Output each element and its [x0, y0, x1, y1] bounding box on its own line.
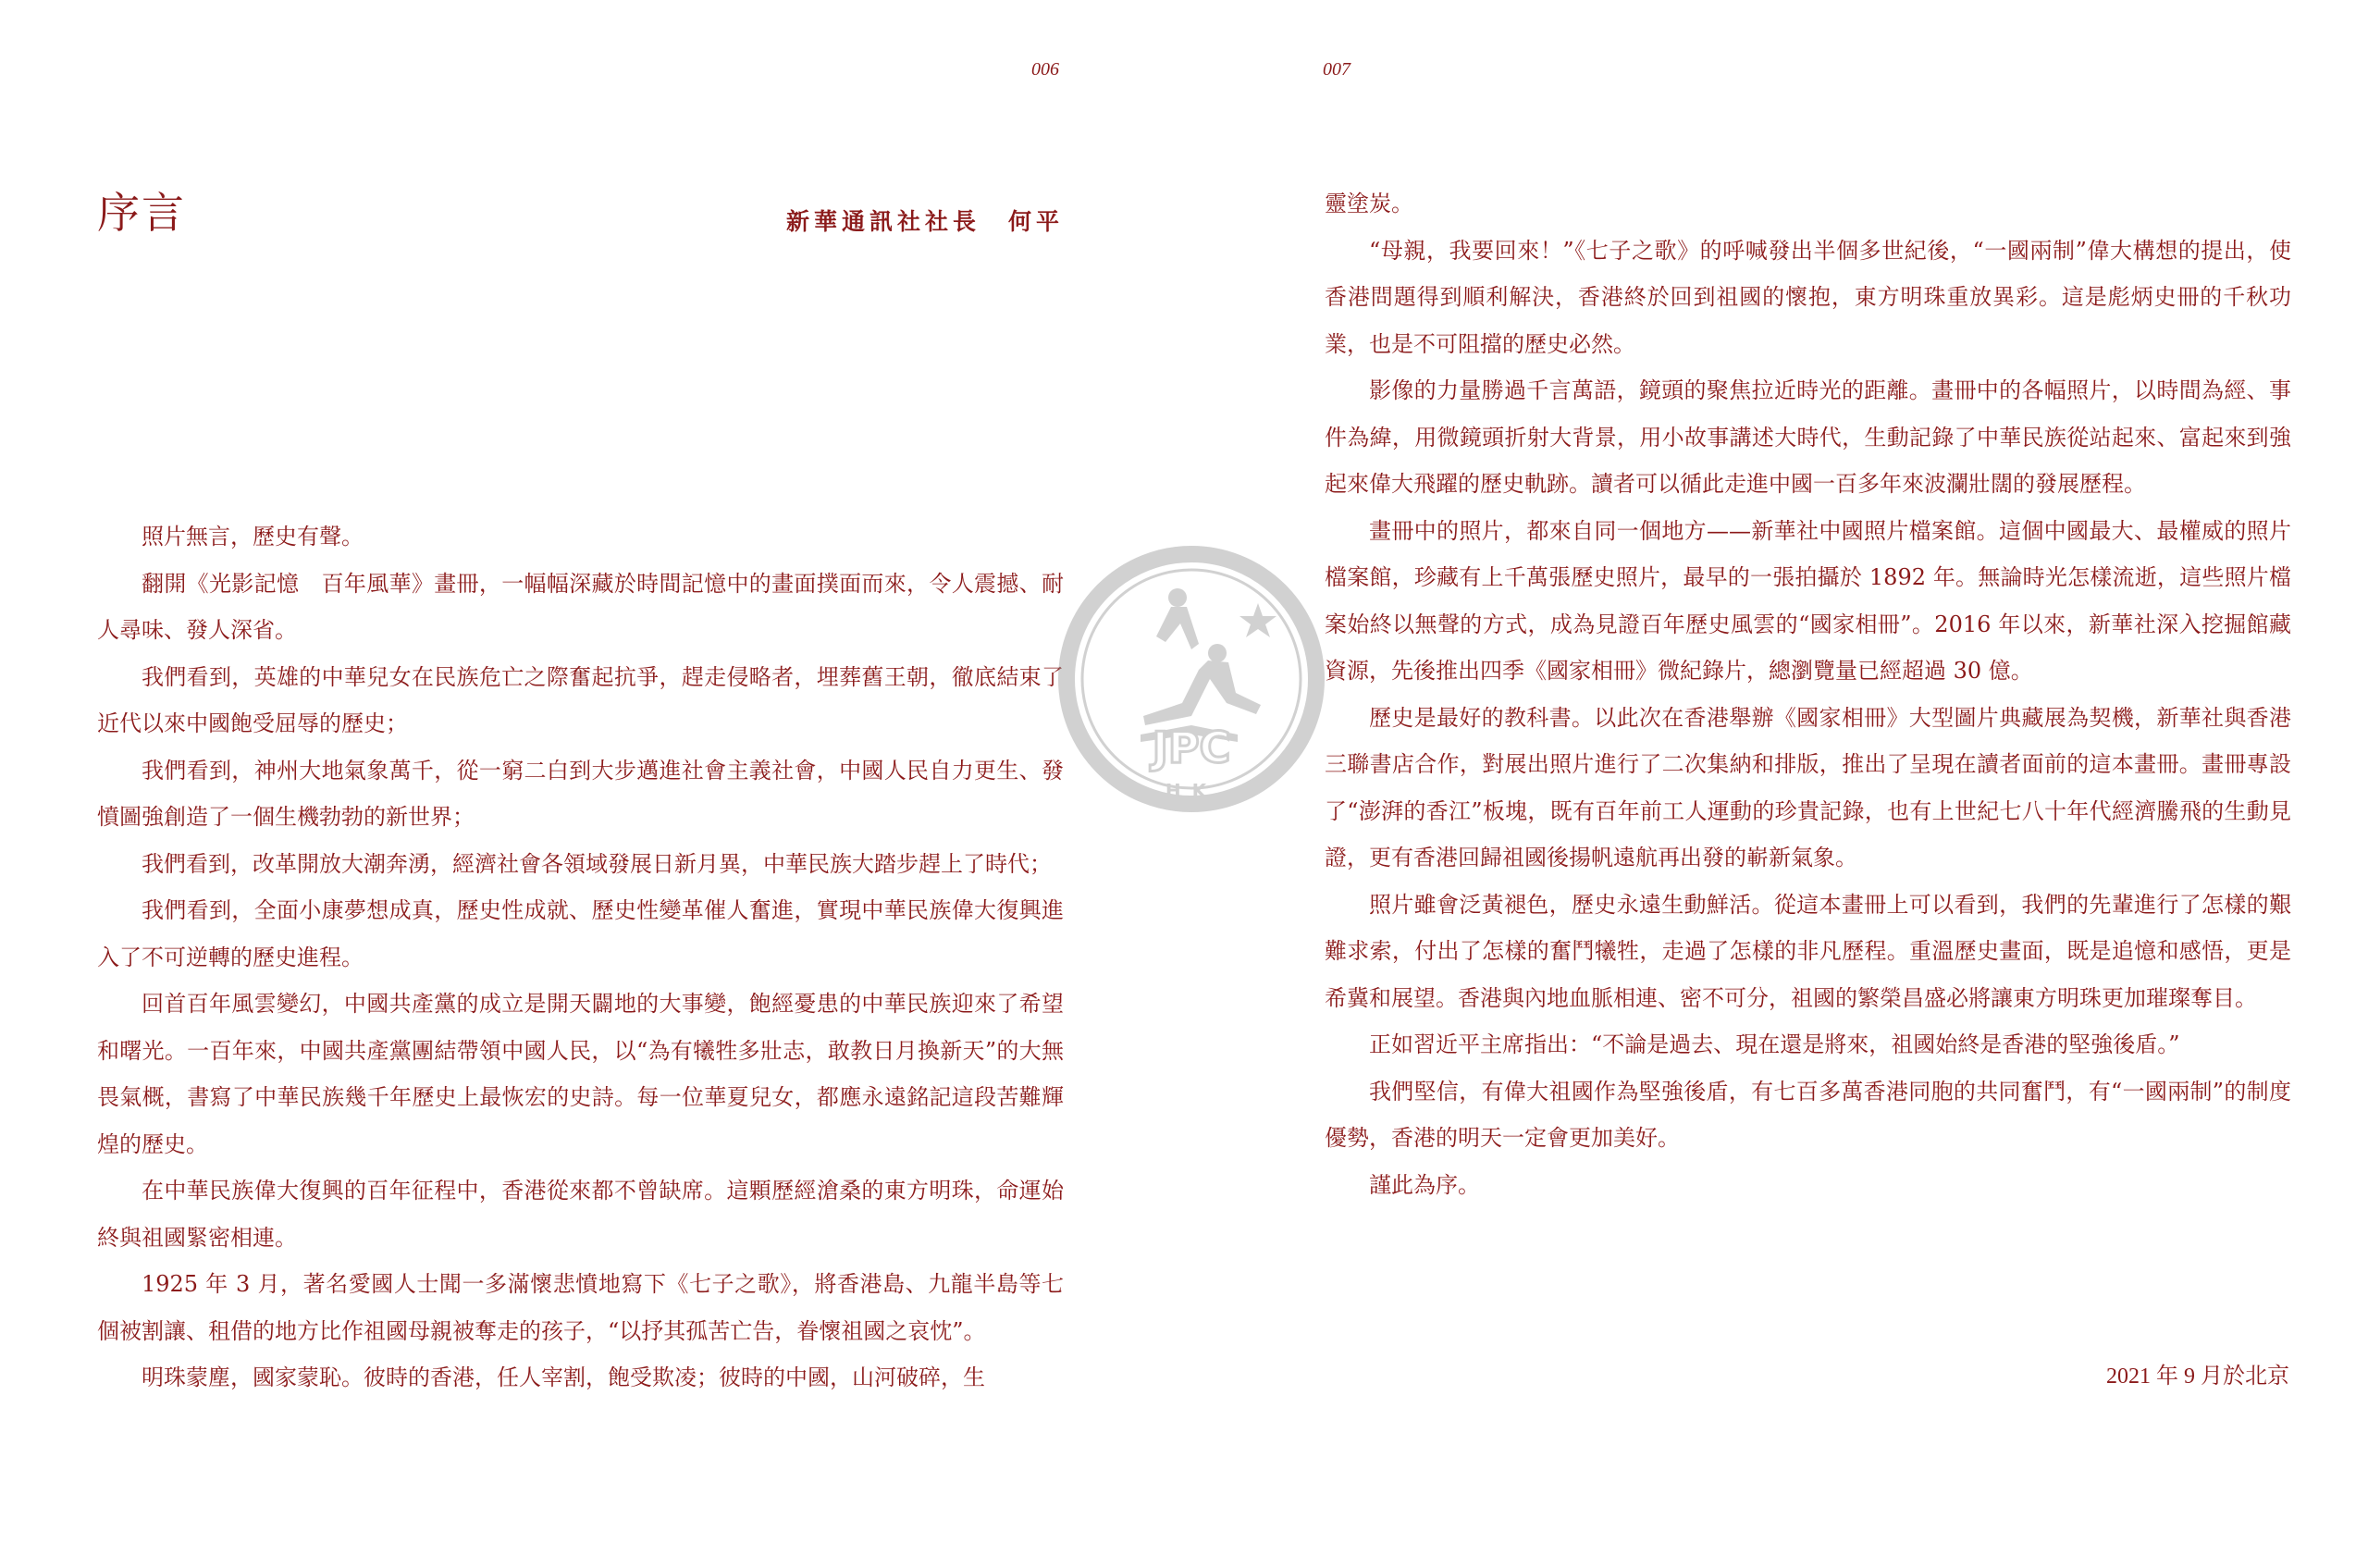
paragraph: 我們看到，神州大地氣象萬千，從一窮二白到大步邁進社會主義社會，中國人民自力更生、發憤圖強創造了一個生機勃勃的新世界； [97, 757, 1064, 830]
svg-text:HK: HK [1165, 780, 1218, 802]
paragraph: 翻開《光影記憶 百年風華》畫冊，一幅幅深藏於時間記憶中的畫面撲面而來，令人震撼、耐人尋味、發人深省。 [97, 570, 1064, 643]
paragraph-continuation: 靈塗炭。 [1325, 191, 1413, 216]
right-body-text [1325, 180, 2291, 1208]
paragraph: 歷史是最好的教科書。以此次在香港舉辦《國家相冊》大型圖片典藏展為契機，新華社與香港三聯書店合作，對展出照片進行了二次集納和排版，推出了呈現在讀者面前的這本畫冊。畫冊專設了“澎湃的香江”板塊，既有百年前工人運動的珍貴記錄，也有上世紀七八十年代經濟騰飛的生動見證，更有香港回歸祖國後揚帆遠航再出發的嶄新氣象。 [1325, 704, 2291, 870]
right-page [1184, 0, 2368, 1568]
paragraph: 回首百年風雲變幻，中國共產黨的成立是開天闢地的大事變，飽經憂患的中華民族迎來了希望和曙光。一百年來，中國共產黨團結帶領中國人民，以“為有犧牲多壯志，敢教日月換新天”的大無畏氣概，書寫了中華民族幾千年歷史上最恢宏的史詩。每一位華夏兒女，都應永遠銘記這段苦難輝煌的歷史。 [97, 991, 1064, 1157]
page-title: 序言 [97, 188, 186, 238]
paragraph: 謹此為序。 [1369, 1171, 1480, 1198]
paragraph: 我們看到，全面小康夢想成真，歷史性成就、歷史性變革催人奮進，實現中華民族偉大復興進入了不可逆轉的歷史進程。 [97, 897, 1064, 970]
date-signoff: 2021 年 9 月於北京 [2106, 1364, 2289, 1389]
paragraph: 正如習近平主席指出：“不論是過去、現在還是將來，祖國始終是香港的堅強後盾。” [1369, 1031, 2180, 1057]
athlete-figure-icon [1141, 588, 1261, 742]
svg-text:JPC: JPC [1152, 722, 1231, 772]
paragraph: 我們堅信，有偉大祖國作為堅強後盾，有七百多萬香港同胞的共同奮鬥，有“一國兩制”的制度優勢，香港的明天一定會更加美好。 [1325, 1078, 2291, 1151]
paragraph: 照片雖會泛黃褪色，歷史永遠生動鮮活。從這本畫冊上可以看到，我們的先輩進行了怎樣的艱難求索，付出了怎樣的奮鬥犧牲，走過了怎樣的非凡歷程。重溫歷史畫面，既是追憶和感悟，更是希冀和展望。香港與內地血脈相連、密不可分，祖國的繁榮昌盛必將讓東方明珠更加璀璨奪目。 [1325, 891, 2291, 1011]
paragraph: 明珠蒙塵，國家蒙恥。彼時的香港，任人宰割，飽受欺凌；彼時的中國，山河破碎，生 [142, 1364, 985, 1390]
paragraph: 在中華民族偉大復興的百年征程中，香港從來都不曾缺席。這顆歷經滄桑的東方明珠，命運始終與祖國緊密相連。 [97, 1178, 1064, 1251]
paragraph: 1925 年 3 月，著名愛國人士聞一多滿懷悲憤地寫下《七子之歌》，將香港島、九龍半島等七個被割讓、租借的地方比作祖國母親被奪走的孩子，“以抒其孤苦亡告，眷懷祖國之哀忱”。 [97, 1271, 1064, 1344]
paragraph: 我們看到，改革開放大潮奔湧，經濟社會各領域發展日新月異，中華民族大踏步趕上了時代； [142, 850, 1052, 877]
paragraph: 照片無言，歷史有聲。 [142, 524, 364, 549]
paragraph: “母親，我要回來！”《七子之歌》的呼喊發出半個多世紀後，“一國兩制”偉大構想的提出，使香港問題得到順利解決，香港終於回到祖國的懷抱，東方明珠重放異彩。這是彪炳史冊的千秋功業，也是不可阻擋的歷史必然。 [1325, 237, 2291, 357]
star-icon [1240, 603, 1276, 637]
jpc-watermark-logo [1053, 540, 1330, 818]
left-body-text [97, 513, 1064, 1401]
paragraph: 我們看到，英雄的中華兒女在民族危亡之際奮起抗爭，趕走侵略者，埋葬舊王朝，徹底結束了近代以來中國飽受屈辱的歷史； [97, 663, 1064, 736]
page-number-right: 007 [1323, 59, 1350, 80]
author-byline: 新華通訊社社長 何平 [785, 208, 1064, 235]
paragraph: 影像的力量勝過千言萬語，鏡頭的聚焦拉近時光的距離。畫冊中的各幅照片，以時間為經、事件為緯，用微鏡頭折射大背景，用小故事講述大時代，生動記錄了中華民族從站起來、富起來到強起來偉大飛躍的歷史軌跡。讀者可以循此走進中國一百多年來波瀾壯闊的發展歷程。 [1325, 377, 2291, 497]
page-number-left: 006 [1031, 59, 1059, 80]
paragraph: 畫冊中的照片，都來自同一個地方——新華社中國照片檔案館。這個中國最大、最權威的照片檔案館，珍藏有上千萬張歷史照片，最早的一張拍攝於 1892 年。無論時光怎樣流逝，這些照片檔案始終以無聲的方式，成為見證百年歷史風雲的“國家相冊”。2016 年以來，新華社深入挖掘館藏資源，先後推出四季《國家相冊》微紀錄片，總瀏覽量已經超過 30 億。 [1325, 517, 2291, 684]
